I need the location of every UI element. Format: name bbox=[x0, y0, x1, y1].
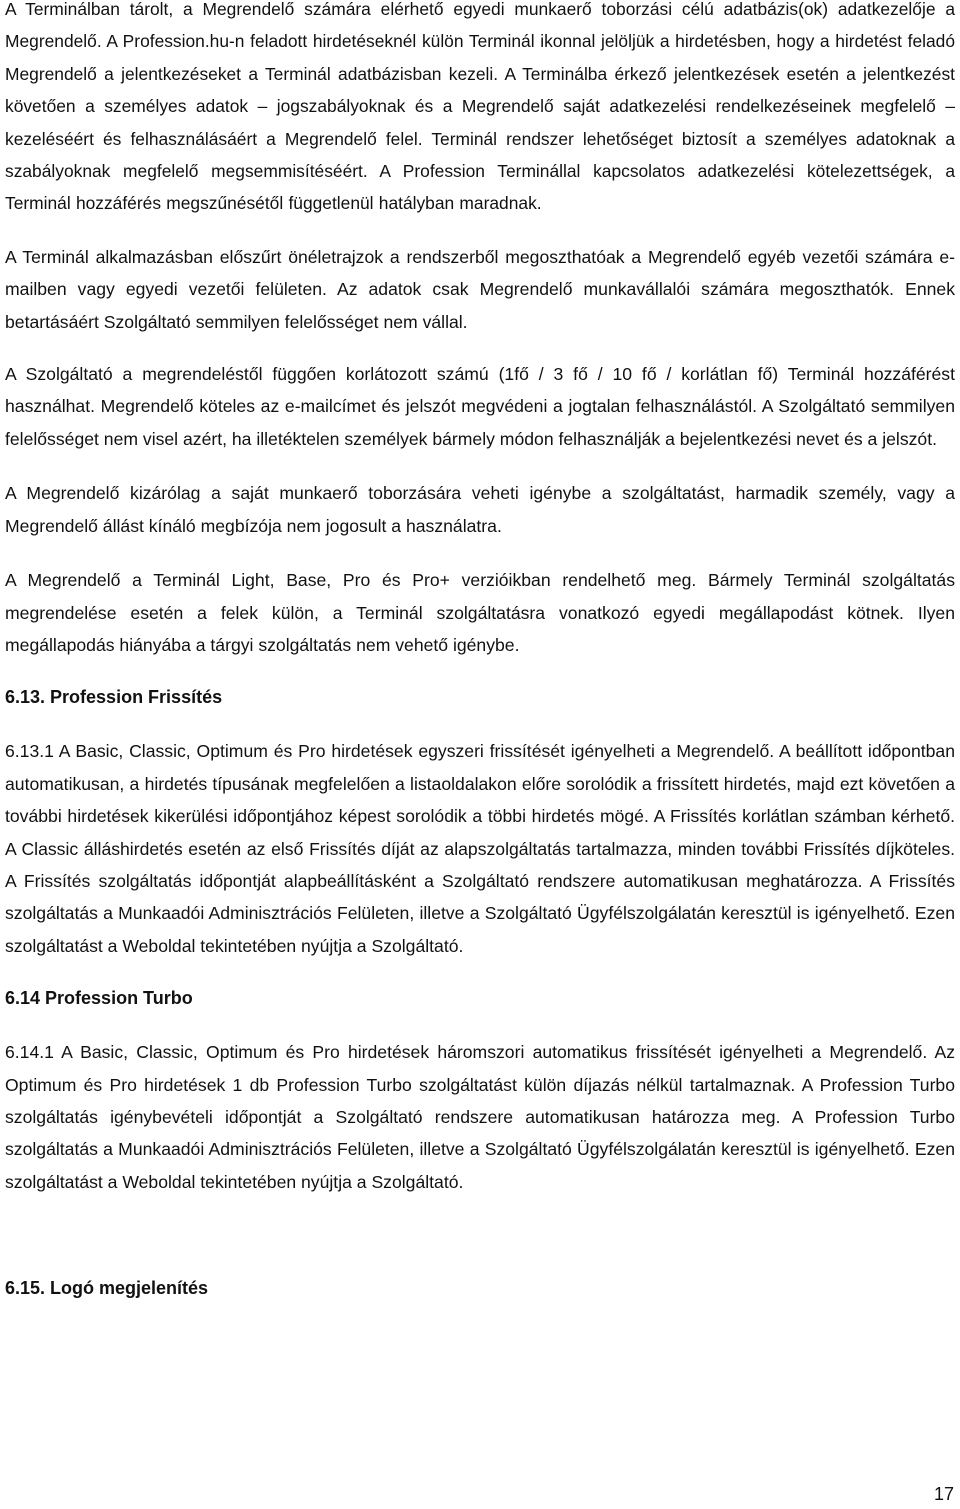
intro-paragraph-lead: A Terminálban tárolt, a Megrendelő számára elérhető egyedi munkaerő toborzási célú adatbázis(ok) adatkezelője a Megrendelő. A Profession.hu-n feladott hirdetéseknél külön Terminál ikonnal jelöljük a hirdetésben, hogy a hirdetést feladó Megrendelő a jelentkezéseket a Terminál adatbázisban kezeli. bbox=[5, 0, 955, 84]
intro-paragraph-rest: A Terminálba érkező jelentkezések esetén a jelentkezést követően a személyes adatok – jogszabályoknak és a Megrendelő saját adatkezelési rendelkezéseinek megfelelő – kezeléséért és felhasználásáért a Megrendelő felel. Terminál rendszer lehetőséget biztosít a személyes adatoknak a szabályoknak megfelelő megsemmisítéséért. A Profession Terminállal kapcsolatos adatkezelési kötelezettségek, a Terminál hozzáférés megszűnésétől függetlenül hatályban maradnak. bbox=[5, 63, 955, 214]
spacer bbox=[5, 220, 955, 241]
intro-paragraph bbox=[5, 0, 955, 220]
spacer bbox=[5, 1198, 955, 1272]
section-6-15-title: 6.15. Logó megjelenítés bbox=[5, 1278, 209, 1299]
section-6-13-1-text: 6.13.1 A Basic, Classic, Optimum és Pro hirdetések egyszeri frissítését igényelheti a Megrendelő. A beállított időpontban automatikusan, a hirdetés típusának megfelelően a listaoldalakon előre sorolódik a frissített hirdetés, majd ezt követően a további hirdetések kikerülési időpontjához képest sorolódik a többi hirdetés mögé. A Frissítés korlátlan számban kérhető. A Classic álláshirdetés esetén az első Frissítés díját az alapszolgáltatás tartalmazza, minden további Frissítés díjköteles. A Frissítés szolgáltatás időpontját alapbeállításként a Szolgáltató rendszere automatikusan meghatározza. A Frissítés szolgáltatás a Munkaadói Adminisztrációs Felületen, illetve a Szolgáltató Ügyfélszolgálatán keresztül is igényelhető. Ezen szolgáltatást a Weboldal tekintetében nyújtja a Szolgáltató. bbox=[5, 741, 955, 956]
spacer bbox=[5, 661, 955, 681]
section-6-14-1-text: 6.14.1 A Basic, Classic, Optimum és Pro hirdetések háromszori automatikus frissítését igényelheti a Megrendelő. Az Optimum és Pro hirdetések 1 db Profession Turbo szolgáltatást külön díjazás nélkül tartalmaznak. A Profession Turbo szolgáltatás igénybevételi időpontját a Szolgáltató rendszere automatikusan határozza meg. A Profession Turbo szolgáltatás a Munkaadói Adminisztrációs Felületen, illetve a Szolgáltató Ügyfélszolgálatán keresztül is igényelhető. Ezen szolgáltatást a Weboldal tekintetében nyújtja a Szolgáltató. bbox=[5, 1042, 955, 1192]
paragraph-own-recruitment: A Megrendelő kizárólag a saját munkaerő toborzására veheti igénybe a szolgáltatást, harmadik személy, vagy a Megrendelő állást kínáló megbízója nem jogosult a használatra. bbox=[5, 483, 955, 536]
document-page bbox=[5, 0, 955, 1304]
paragraph-versions: A Megrendelő a Terminál Light, Base, Pro és Pro+ verzióikban rendelhető meg. Bármely Terminál szolgáltatás megrendelése esetén a felek külön, a Terminál szolgáltatásra vonatkozó egyedi megállapodást kötnek. Ilyen megállapodás hiányába a tárgyi szolgáltatás nem vehető igénybe. bbox=[5, 570, 955, 655]
spacer bbox=[5, 455, 955, 477]
spacer bbox=[5, 713, 955, 735]
paragraph-access: A Szolgáltató a megrendeléstől függően korlátozott számú (1fő / 3 fő / 10 fő / korlátlan fő) Terminál hozzáférést használhat. Megrendelő köteles az e-mailcímet és jelszót megvédeni a jogtalan felhasználástól. A Szolgáltató semmilyen felelősséget nem visel azért, ha illetéktelen személyek bármely módon felhasználják a bejelentkezési nevet és a jelszót. bbox=[5, 364, 955, 449]
paragraph-cv-sharing: A Terminál alkalmazásban előszűrt önéletrajzok a rendszerből megoszthatóak a Megrendelő egyéb vezetői számára e-mailben vagy egyedi vezetői felületen. Az adatok csak Megrendelő munkavállalói számára megoszthatók. Ennek betartásáért Szolgáltató semmilyen felelősséget nem vállal. bbox=[5, 246, 955, 332]
spacer bbox=[5, 962, 955, 982]
spacer bbox=[5, 542, 955, 564]
spacer bbox=[5, 338, 955, 358]
section-6-13-title: 6.13. Profession Frissítés bbox=[5, 687, 223, 708]
spacer bbox=[5, 1014, 955, 1036]
page-number: 17 bbox=[933, 1484, 954, 1504]
section-6-14-title: 6.14 Profession Turbo bbox=[5, 988, 193, 1009]
